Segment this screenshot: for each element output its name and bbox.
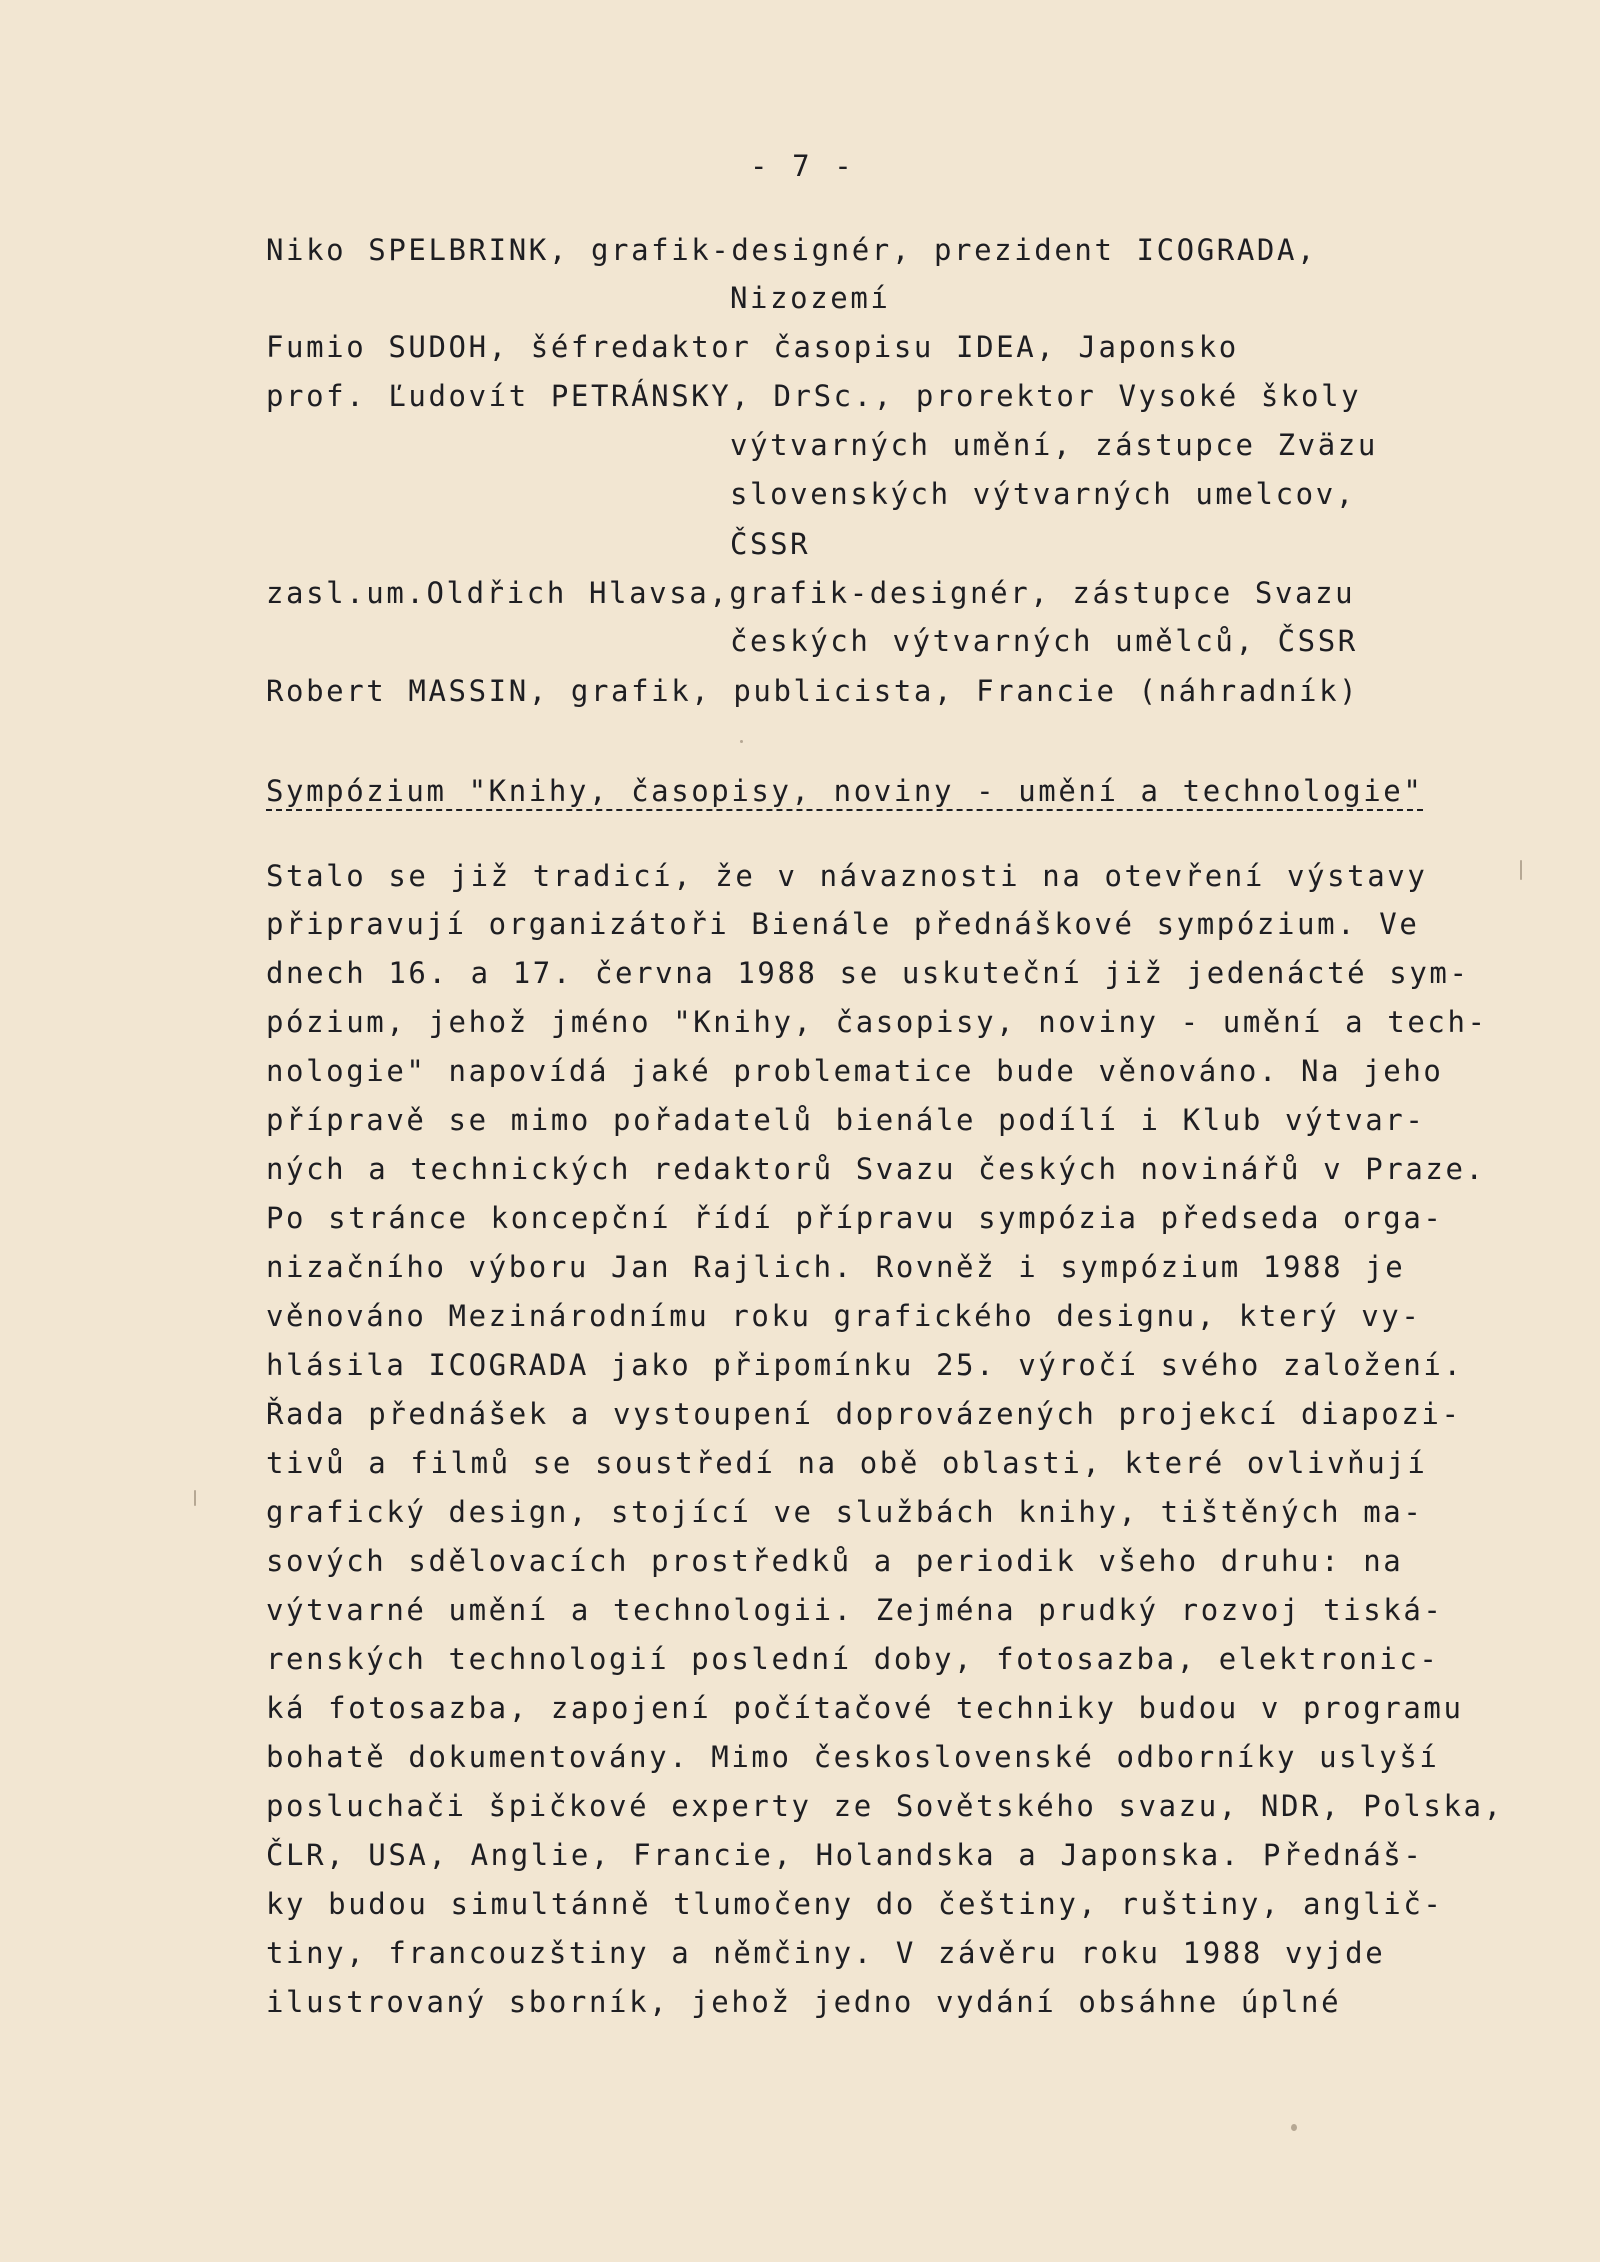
paper-speck	[740, 740, 743, 743]
body-line: Řada přednášek a vystoupení doprovázených projekcí diapozi-	[266, 1397, 1462, 1431]
body-line: Po stránce koncepční řídí přípravu sympózia předseda orga-	[266, 1201, 1444, 1235]
body-line: přípravě se mimo pořadatelů bienále podílí i Klub výtvar-	[266, 1103, 1426, 1137]
committee-member-continuation: výtvarných umění, zástupce Zväzu	[730, 428, 1378, 462]
body-line: grafický design, stojící ve službách knihy, tištěných ma-	[266, 1495, 1424, 1529]
body-line: ných a technických redaktorů Svazu českých novinářů v Praze.	[266, 1152, 1486, 1186]
body-line: ky budou simultánně tlumočeny do češtiny, ruštiny, anglič-	[266, 1887, 1444, 1921]
body-line: výtvarné umění a technologii. Zejména prudký rozvoj tiská-	[266, 1593, 1444, 1627]
body-line: bohatě dokumentovány. Mimo československé odborníky uslyší	[266, 1740, 1440, 1774]
body-line: posluchači špičkové experty ze Sovětského svazu, NDR, Polska,	[266, 1789, 1504, 1823]
committee-member-continuation: Nizozemí	[730, 281, 891, 315]
body-line: dnech 16. a 17. června 1988 se uskuteční již jedenácté sym-	[266, 956, 1470, 990]
body-line: nologie" napovídá jaké problematice bude věnováno. Na jeho	[266, 1054, 1444, 1088]
body-line: pózium, jehož jméno "Knihy, časopisy, noviny - umění a tech-	[266, 1005, 1488, 1039]
paper-mark	[1520, 860, 1522, 880]
committee-member: prof. Ľudovít PETRÁNSKY, DrSc., prorektor Vysoké školy	[266, 379, 1362, 413]
paper-mark	[194, 1490, 196, 1506]
body-line: Stalo se již tradicí, že v návaznosti na otevření výstavy	[266, 859, 1428, 893]
body-line: ilustrovaný sborník, jehož jedno vydání obsáhne úplné	[266, 1985, 1342, 2019]
body-line: renských technologií poslední doby, fotosazba, elektronic-	[266, 1642, 1440, 1676]
committee-member: Fumio SUDOH, šéfredaktor časopisu IDEA, Japonsko	[266, 330, 1239, 364]
committee-member: zasl.um.Oldřich Hlavsa,grafik-designér, zástupce Svazu	[266, 576, 1356, 610]
body-line: ká fotosazba, zapojení počítačové techniky budou v programu	[266, 1691, 1464, 1725]
body-line: připravují organizátoři Bienále přednáškové sympózium. Ve	[266, 907, 1420, 941]
section-heading: Sympózium "Knihy, časopisy, noviny - umění a technologie"	[266, 774, 1424, 808]
body-line: sových sdělovacích prostředků a periodik všeho druhu: na	[266, 1544, 1404, 1578]
body-line: ČLR, USA, Anglie, Francie, Holandska a Japonska. Přednáš-	[266, 1838, 1424, 1872]
body-line: tiny, francouzštiny a němčiny. V závěru roku 1988 vyjde	[266, 1936, 1386, 1970]
body-line: věnováno Mezinárodnímu roku grafického designu, který vy-	[266, 1299, 1422, 1333]
committee-member-continuation: slovenských výtvarných umelcov,	[730, 477, 1356, 511]
page-number: - 7 -	[750, 149, 855, 183]
committee-member-continuation: ČSSR	[730, 527, 811, 561]
paper-speck	[1291, 2124, 1297, 2131]
body-line: hlásila ICOGRADA jako připomínku 25. výročí svého založení.	[266, 1348, 1464, 1382]
committee-member-continuation: českých výtvarných umělců, ČSSR	[730, 624, 1358, 658]
committee-member: Robert MASSIN, grafik, publicista, Francie (náhradník)	[266, 674, 1360, 708]
body-line: tivů a filmů se soustředí na obě oblasti, které ovlivňují	[266, 1446, 1428, 1480]
committee-member: Niko SPELBRINK, grafik-designér, prezident ICOGRADA,	[266, 233, 1318, 267]
body-line: nizačního výboru Jan Rajlich. Rovněž i sympózium 1988 je	[266, 1250, 1406, 1284]
